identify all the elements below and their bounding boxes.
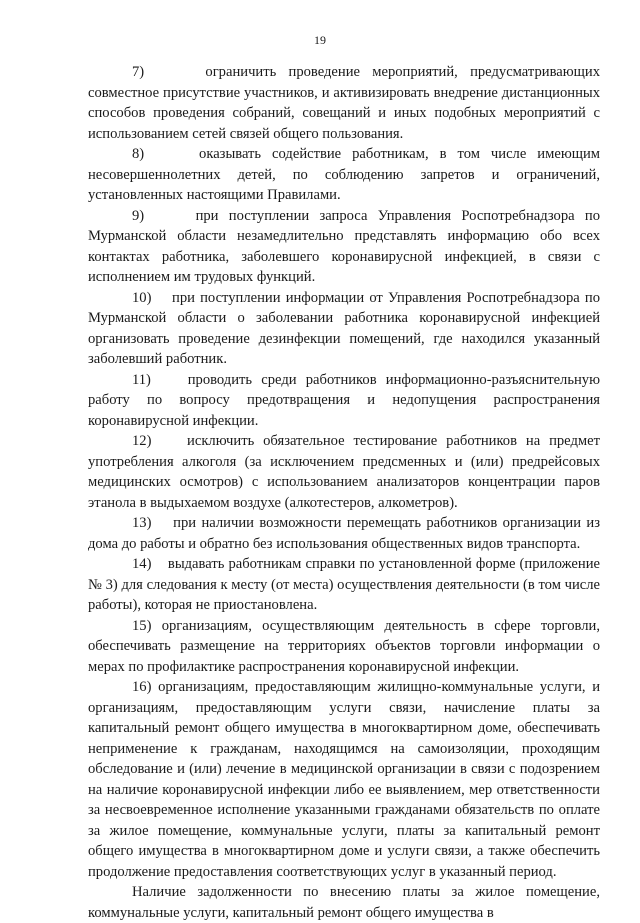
paragraph-item-8: 8) оказывать содействие работникам, в том числе имеющим несовершеннолетних детей, по соблюдению запретов и ограничений, установленных настоящими Правилами. xyxy=(88,146,600,203)
paragraph-item-7: 7) ограничить проведение мероприятий, предусматривающих совместное присутствие участников, и активизировать внедрение дистанционных способов проведения собраний, совещаний и иных подобных мероприятий с использованием сетей связей общего пользования. xyxy=(88,64,600,142)
paragraph-item-9: 9) при поступлении запроса Управления Роспотребнадзора по Мурманской области незамедлительно представлять информацию обо всех контактах работника, заболевшего коронавирусной инфекцией, в связи с исполнением им трудовых функций. xyxy=(88,207,600,285)
document-body xyxy=(88,62,600,923)
paragraph-debt-note: Наличие задолженности по внесению платы за жилое помещение, коммунальные услуги, капитальный ремонт общего имущества в xyxy=(88,884,600,921)
page-number: 19 xyxy=(314,33,326,47)
paragraph-item-10: 10) при поступлении информации от Управления Роспотребнадзора по Мурманской области о заболевании работника коронавирусной инфекцией организовать проведение дезинфекции помещений, где находился указанный заболевший работник. xyxy=(88,289,600,367)
paragraph-item-11: 11) проводить среди работников информационно-разъяснительную работу по вопросу предотвращения и недопущения распространения коронавирусной инфекции. xyxy=(88,371,600,429)
paragraph-item-15: 15) организациям, осуществляющим деятельность в сфере торговли, обеспечивать размещение на территориях объектов торговли информации о мерах по профилактике распространения коронавирусной инфекции. xyxy=(88,617,600,675)
paragraph-item-12: 12) исключить обязательное тестирование работников на предмет употребления алкоголя (за исключением предсменных и (или) предрейсовых медицинских осмотров) с использованием анализаторов концентрации паров этанола в выдыхаемом воздухе (алкотестеров, алкометров). xyxy=(88,433,600,511)
paragraph-item-16: 16) организациям, предоставляющим жилищно-коммунальные услуги, и организациям, предоставляющим услуги связи, начисление платы за капитальный ремонт общего имущества в многоквартирном доме, обеспечивать неприменение к гражданам, находящимся на самоизоляции, проходящим обследование и (или) лечение в медицинской организации в связи с подозрением на наличие коронавирусной инфекции либо ее выявлением, мер ответственности за несвоевременное исполнение указанными гражданами обязательств по оплате за жилое помещение, коммунальные услуги, платы за капитальный ремонт общего имущества в многоквартирном доме и услуги связи, а также обеспечить продолжение предоставления соответствующих услуг в указанный период. xyxy=(88,679,600,880)
paragraph-item-13: 13) при наличии возможности перемещать работников организации из дома до работы и обратно без использования общественных видов транспорта. xyxy=(88,515,600,552)
paragraph-item-14: 14) выдавать работникам справки по установленной форме (приложение № 3) для следования к месту (от места) осуществления деятельности (в том числе работы), которая не приостановлена. xyxy=(88,556,600,613)
